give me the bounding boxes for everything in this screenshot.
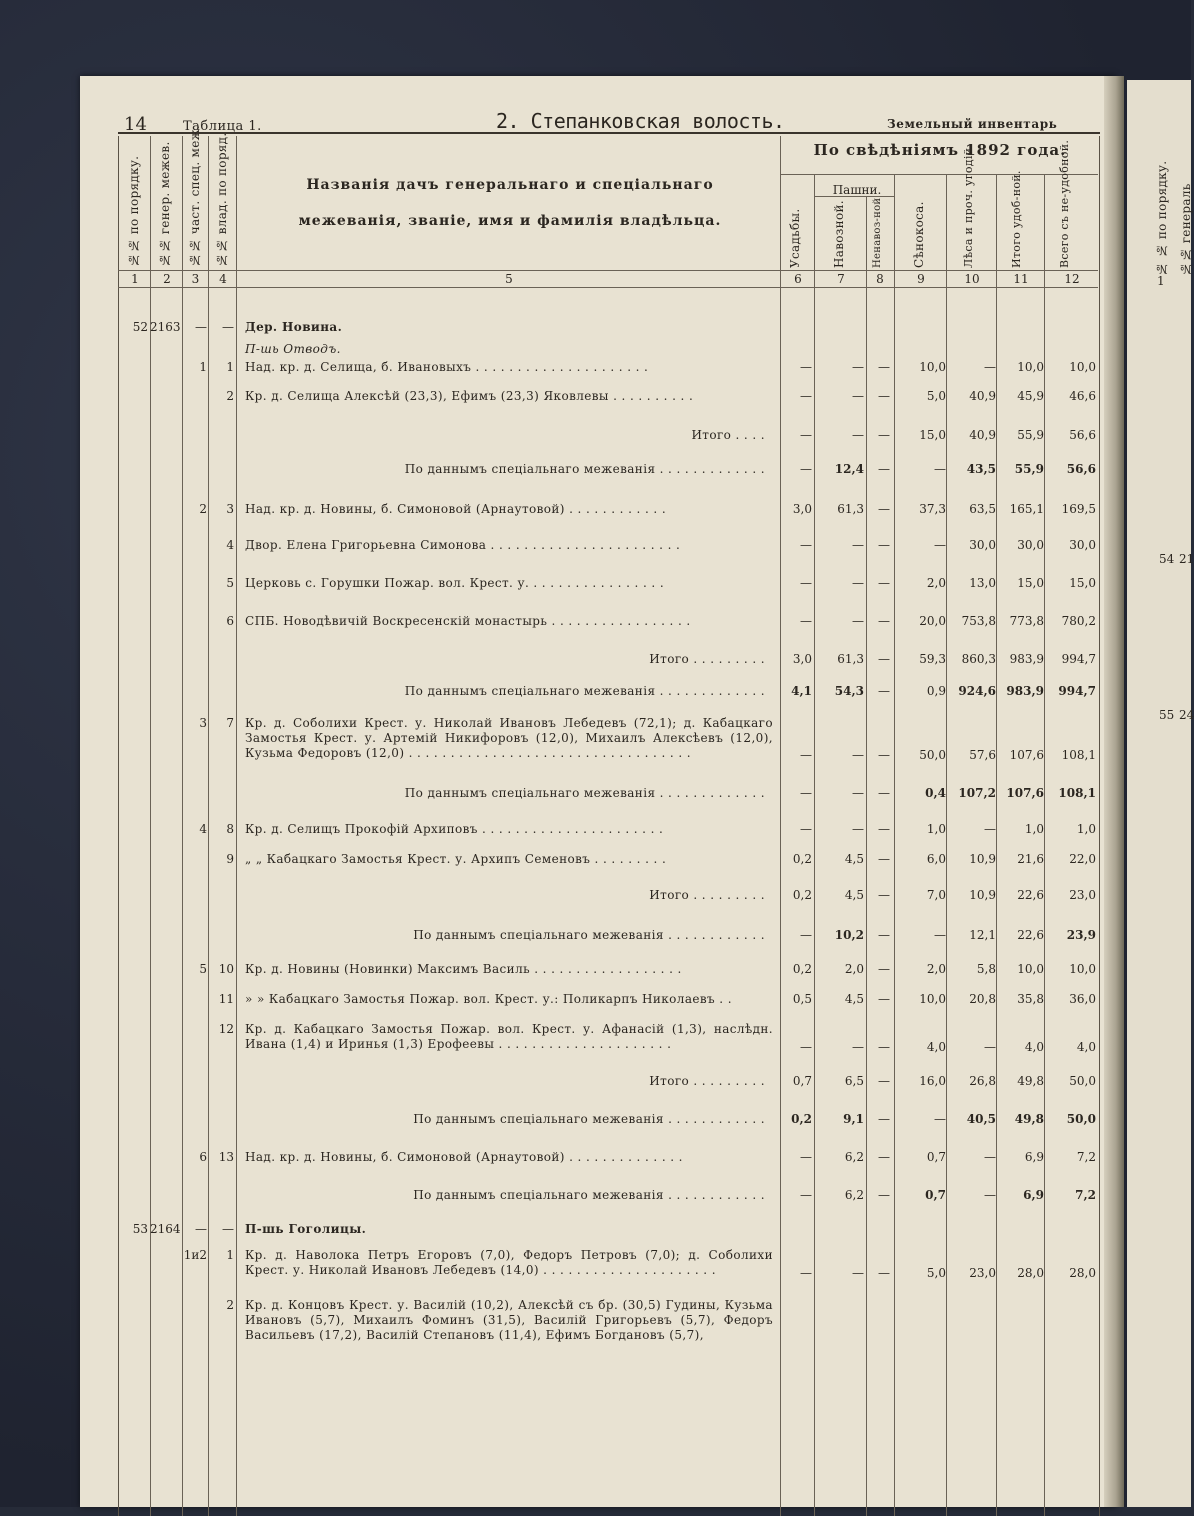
- row-value: —: [878, 652, 890, 666]
- row-description: Над. кр. д. Новины, б. Симоновой (Арнаутовой) . . . . . . . . . . . .: [245, 502, 667, 516]
- row-value: 59,3: [919, 652, 946, 666]
- row-value: 10,0: [1017, 360, 1044, 374]
- row-value: 23,0: [1069, 888, 1096, 902]
- table-row: [118, 1188, 1098, 1204]
- row-value: 753,8: [961, 614, 996, 628]
- row-value: 61,3: [837, 502, 864, 516]
- row-value: 4,1: [791, 684, 812, 698]
- row-value: 4,5: [844, 992, 864, 1006]
- right-row-b-c1: 55: [1159, 708, 1175, 722]
- row-value: —: [934, 538, 946, 552]
- row-value: —: [934, 928, 946, 942]
- row-value: 23,9: [1066, 928, 1096, 942]
- row-value: —: [878, 928, 890, 942]
- row-c3: 2: [199, 502, 207, 516]
- column-number: 8: [876, 272, 884, 286]
- row-value: 57,6: [969, 748, 996, 762]
- row-description: П-шь Гоголицы.: [245, 1222, 367, 1236]
- row-value: 2,0: [844, 962, 864, 976]
- row-c1: 52: [132, 320, 148, 334]
- table-label: Таблица 1.: [183, 119, 262, 134]
- row-value: 6,5: [844, 1074, 864, 1088]
- row-c3: —: [195, 1222, 207, 1236]
- row-value: 1,0: [1076, 822, 1096, 836]
- row-description: По даннымъ спеціальнаго межеванія . . . . . . . . . . . .: [413, 1188, 765, 1202]
- row-value: 10,2: [834, 928, 864, 942]
- table-row: [118, 389, 1098, 405]
- row-description: Итого . . . . . . . . .: [649, 888, 765, 902]
- row-value: 49,8: [1017, 1074, 1044, 1088]
- row-description: По даннымъ спеціальнаго межеванія . . . . . . . . . . . .: [413, 928, 765, 942]
- volost-title: 2. Степанковская волость.: [496, 109, 785, 133]
- column-number: 4: [219, 272, 227, 286]
- row-value: 16,0: [919, 1074, 946, 1088]
- row-value: —: [878, 576, 890, 590]
- row-value: 22,0: [1069, 852, 1096, 866]
- row-value: 20,0: [919, 614, 946, 628]
- row-value: 4,0: [926, 1040, 946, 1054]
- row-c4: 8: [226, 822, 234, 836]
- row-value: —: [878, 992, 890, 1006]
- row-description: Дер. Новина.: [245, 320, 343, 334]
- table-row: [118, 320, 1098, 336]
- col-number-rule: [118, 287, 1098, 288]
- column-number: 2: [163, 272, 171, 286]
- header-pashni: Пашни.: [832, 183, 882, 197]
- header-rule: [118, 132, 1100, 134]
- table-row: [118, 652, 1098, 668]
- row-value: 169,5: [1061, 502, 1096, 516]
- row-value: 0,2: [792, 962, 812, 976]
- table-row: [118, 1112, 1098, 1128]
- row-value: 108,1: [1061, 748, 1096, 762]
- row-value: —: [852, 1040, 864, 1054]
- row-description: Кр. д. Концовъ Крест. у. Василій (10,2), Алексѣй съ бр. (30,5) Гудины, Кузьма Ивановъ (5,7), Михаилъ Фоминъ (31,5), Василій Григорьевъ (5,7), Федоръ Васильевъ (17,2), Василій Степановъ (11,4), Ефимъ Богдановъ (5,7),: [245, 1298, 773, 1342]
- row-description: СПБ. Новодѣвичій Воскресенскій монастырь . . . . . . . . . . . . . . . . .: [245, 614, 691, 628]
- row-value: 983,9: [1006, 684, 1044, 698]
- row-value: 63,5: [969, 502, 996, 516]
- right-col-num: 1: [1157, 274, 1165, 288]
- column-number: 10: [964, 272, 980, 286]
- row-description: По даннымъ спеціальнаго межеванія . . . . . . . . . . . . .: [404, 462, 765, 476]
- row-value: 6,2: [844, 1150, 864, 1164]
- row-value: 36,0: [1069, 992, 1096, 1006]
- row-c4: 4: [226, 538, 234, 552]
- row-value: 4,5: [844, 852, 864, 866]
- row-c4: 13: [218, 1150, 234, 1164]
- header-c1: №№ по порядку.: [127, 155, 141, 267]
- row-value: —: [878, 428, 890, 442]
- row-value: 56,6: [1066, 462, 1096, 476]
- row-description: Итого . . . . . . . . .: [649, 652, 765, 666]
- row-c4: 10: [218, 962, 234, 976]
- row-value: 10,0: [919, 360, 946, 374]
- right-row-a-c1: 54: [1159, 552, 1175, 566]
- row-c4: 3: [226, 502, 234, 516]
- row-value: 30,0: [1069, 538, 1096, 552]
- right-row-b-c2: 24: [1179, 708, 1194, 722]
- row-value: 0,9: [926, 684, 946, 698]
- row-value: 5,8: [976, 962, 996, 976]
- table-row: [118, 852, 1098, 868]
- row-value: —: [800, 1150, 812, 1164]
- header-c3: №№ част. спец. меж.: [188, 124, 202, 267]
- row-value: 5,0: [926, 389, 946, 403]
- table-row: [118, 1248, 1098, 1282]
- row-value: 15,0: [919, 428, 946, 442]
- row-value: —: [852, 786, 864, 800]
- row-value: 28,0: [1069, 1266, 1096, 1280]
- table-row: [118, 360, 1098, 376]
- row-c4: 7: [226, 716, 234, 730]
- row-value: —: [852, 576, 864, 590]
- row-c3: 4: [199, 822, 207, 836]
- row-value: 7,0: [926, 888, 946, 902]
- row-value: —: [984, 1188, 996, 1202]
- row-value: —: [878, 962, 890, 976]
- column-number: 1: [131, 272, 139, 286]
- table-row: [118, 1074, 1098, 1090]
- row-c4: 6: [226, 614, 234, 628]
- row-value: 983,9: [1009, 652, 1044, 666]
- column-number: 9: [917, 272, 925, 286]
- row-value: —: [852, 538, 864, 552]
- book-gutter: [1104, 76, 1124, 1507]
- row-value: —: [800, 428, 812, 442]
- right-page-edge: [1127, 80, 1194, 1507]
- row-value: —: [984, 360, 996, 374]
- row-value: 107,6: [1006, 786, 1044, 800]
- row-value: —: [878, 614, 890, 628]
- row-value: —: [878, 360, 890, 374]
- header-c12: Всего съ не-удобной.: [1058, 139, 1071, 268]
- row-c4: 2: [226, 389, 234, 403]
- row-value: 0,7: [925, 1188, 946, 1202]
- row-value: 50,0: [1069, 1074, 1096, 1088]
- row-value: 15,0: [1069, 576, 1096, 590]
- row-value: 50,0: [919, 748, 946, 762]
- header-svedeniya: По свѣдѣніямъ 1892 года.: [813, 141, 1067, 159]
- row-value: 10,0: [1069, 360, 1096, 374]
- row-value: 20,8: [969, 992, 996, 1006]
- header-title-line2: межеванія, званіе, имя и фамилія владѣльца.: [298, 213, 722, 229]
- row-value: 4,5: [844, 888, 864, 902]
- row-description: Кр. д. Соболихи Крест. у. Николай Ивановъ Лебедевъ (72,1); д. Кабацкаго Замостья Крест. у. Артемій Никифоровъ (12,0), Михаилъ Алексѣевъ (12,0), Кузьма Федоровъ (12,0) . . . . . . . . . . . . . . . . . . . . . . . . . . . . . . . . . .: [245, 716, 773, 760]
- row-value: —: [852, 614, 864, 628]
- row-value: —: [934, 1112, 946, 1126]
- table-row: [118, 462, 1098, 478]
- row-value: 107,2: [958, 786, 996, 800]
- row-value: 40,5: [966, 1112, 996, 1126]
- row-value: 45,9: [1017, 389, 1044, 403]
- header-bottom-rule: [118, 270, 1098, 271]
- row-value: 10,0: [1069, 962, 1096, 976]
- row-value: —: [878, 1074, 890, 1088]
- table-row: [118, 1022, 1098, 1056]
- table-row: [118, 888, 1098, 904]
- row-value: 3,0: [792, 652, 812, 666]
- row-c3: 6: [199, 1150, 207, 1164]
- row-description: Церковь с. Горушки Пожар. вол. Крест. у. . . . . . . . . . . . . . . . .: [245, 576, 665, 590]
- table-row: [118, 538, 1098, 554]
- row-description: Итого . . . .: [691, 428, 765, 442]
- row-value: —: [934, 462, 946, 476]
- row-value: 54,3: [834, 684, 864, 698]
- table-row: [118, 928, 1098, 944]
- row-value: —: [878, 852, 890, 866]
- row-value: —: [800, 1188, 812, 1202]
- row-value: 13,0: [969, 576, 996, 590]
- row-c3: —: [195, 320, 207, 334]
- row-value: —: [878, 786, 890, 800]
- row-value: 1,0: [926, 822, 946, 836]
- row-value: 10,9: [969, 852, 996, 866]
- row-value: 860,3: [961, 652, 996, 666]
- row-c4: 9: [226, 852, 234, 866]
- row-value: 0,7: [926, 1150, 946, 1164]
- header-title-line1: Названія дачъ генеральнаго и спеціальнаго: [306, 177, 714, 193]
- row-description: По даннымъ спеціальнаго межеванія . . . . . . . . . . . . .: [404, 786, 765, 800]
- row-value: —: [878, 389, 890, 403]
- row-value: 773,8: [1009, 614, 1044, 628]
- row-value: —: [800, 614, 812, 628]
- row-value: 108,1: [1058, 786, 1096, 800]
- row-value: 12,1: [969, 928, 996, 942]
- row-c3: 3: [199, 716, 207, 730]
- row-value: 994,7: [1058, 684, 1096, 698]
- row-value: —: [800, 1040, 812, 1054]
- row-value: —: [984, 822, 996, 836]
- table-row: [118, 684, 1098, 700]
- row-value: 56,6: [1069, 428, 1096, 442]
- right-header-c1: № № по порядку.: [1155, 160, 1169, 276]
- section-title: Земельный инвентарь: [887, 117, 1058, 131]
- row-value: —: [800, 928, 812, 942]
- row-description: Над. кр. д. Селища, б. Ивановыхъ . . . . . . . . . . . . . . . . . . . . .: [245, 360, 649, 374]
- row-c4: 11: [218, 992, 234, 1006]
- row-value: —: [878, 822, 890, 836]
- table-row: [118, 1298, 1098, 1346]
- row-value: 15,0: [1017, 576, 1044, 590]
- row-c4: 1: [226, 1248, 234, 1262]
- row-value: 28,0: [1017, 1266, 1044, 1280]
- row-description: По даннымъ спеціальнаго межеванія . . . . . . . . . . . . .: [404, 684, 765, 698]
- row-description: По даннымъ спеціальнаго межеванія . . . . . . . . . . . .: [413, 1112, 765, 1126]
- row-value: 994,7: [1061, 652, 1096, 666]
- row-value: 0,2: [792, 852, 812, 866]
- row-value: 26,8: [969, 1074, 996, 1088]
- row-value: 55,9: [1017, 428, 1044, 442]
- row-value: 0,7: [792, 1074, 812, 1088]
- row-value: —: [800, 576, 812, 590]
- row-value: 10,0: [919, 992, 946, 1006]
- column-number: 7: [837, 272, 845, 286]
- right-row-a-c2: 21: [1179, 552, 1194, 566]
- row-c4: 2: [226, 1298, 234, 1312]
- row-value: —: [878, 1188, 890, 1202]
- row-value: —: [852, 428, 864, 442]
- column-number: 12: [1064, 272, 1080, 286]
- table-row: [118, 502, 1098, 518]
- row-value: —: [878, 888, 890, 902]
- row-value: —: [878, 1040, 890, 1054]
- row-value: —: [878, 462, 890, 476]
- row-value: 0,4: [925, 786, 946, 800]
- row-value: —: [878, 538, 890, 552]
- row-value: 7,2: [1075, 1188, 1096, 1202]
- row-value: —: [800, 389, 812, 403]
- row-c4: —: [222, 1222, 234, 1236]
- row-c4: 5: [226, 576, 234, 590]
- row-value: 0,2: [791, 1112, 812, 1126]
- header-c7: Навозной.: [832, 200, 846, 268]
- row-value: 7,2: [1076, 1150, 1096, 1164]
- row-value: 0,2: [792, 888, 812, 902]
- header-c11: Итого удоб-ной.: [1010, 170, 1023, 268]
- column-number: 6: [794, 272, 802, 286]
- row-description: Итого . . . . . . . . .: [649, 1074, 765, 1088]
- row-value: 46,6: [1069, 389, 1096, 403]
- row-value: 1,0: [1024, 822, 1044, 836]
- row-value: —: [984, 1150, 996, 1164]
- row-description: Над. кр. д. Новины, б. Симоновой (Арнаутовой) . . . . . . . . . . . . . .: [245, 1150, 683, 1164]
- table-row: [118, 614, 1098, 630]
- row-value: 5,0: [926, 1266, 946, 1280]
- row-c2: 2164: [150, 1222, 181, 1236]
- row-c4: 12: [218, 1022, 234, 1036]
- row-description: Кр. д. Наволока Петръ Егоровъ (7,0), Федоръ Петровъ (7,0); д. Соболихи Крест. у. Николай Ивановъ Лебедевъ (14,0) . . . . . . . . . . . . . . . . . . . . .: [245, 1248, 773, 1277]
- table-row: [118, 576, 1098, 592]
- row-value: 9,1: [843, 1112, 864, 1126]
- header-c10: Лѣса и проч. угодій.: [962, 143, 975, 268]
- table-row: [118, 1222, 1098, 1238]
- table-row: [118, 716, 1098, 764]
- row-value: —: [878, 1266, 890, 1280]
- row-value: 43,5: [966, 462, 996, 476]
- row-c3: 1: [199, 360, 207, 374]
- row-description: Кр. д. Селища Алексѣй (23,3), Ефимъ (23,3) Яковлевы . . . . . . . . . .: [245, 389, 694, 403]
- row-value: 40,9: [969, 389, 996, 403]
- row-value: —: [878, 1150, 890, 1164]
- row-value: 924,6: [958, 684, 996, 698]
- row-value: 6,0: [926, 852, 946, 866]
- row-c4: —: [222, 320, 234, 334]
- row-c3: 5: [199, 962, 207, 976]
- header-c8: Ненавоз-ной: [872, 197, 883, 268]
- row-value: 30,0: [969, 538, 996, 552]
- row-value: —: [800, 360, 812, 374]
- table-row: [118, 342, 1098, 358]
- row-value: —: [984, 1040, 996, 1054]
- table-row: [118, 822, 1098, 838]
- row-value: 21,6: [1017, 852, 1044, 866]
- row-value: —: [878, 684, 890, 698]
- row-value: 12,4: [834, 462, 864, 476]
- page-number: 14: [124, 114, 147, 135]
- header-c2: №№ генер. межев.: [158, 141, 172, 267]
- row-value: 6,2: [844, 1188, 864, 1202]
- row-value: 107,6: [1009, 748, 1044, 762]
- row-value: 35,8: [1017, 992, 1044, 1006]
- column-number: 5: [505, 272, 513, 286]
- row-value: —: [852, 822, 864, 836]
- row-value: —: [878, 502, 890, 516]
- header-c6: Усадьбы.: [788, 208, 802, 268]
- row-value: 23,0: [969, 1266, 996, 1280]
- row-value: 6,9: [1023, 1188, 1044, 1202]
- row-value: 50,0: [1066, 1112, 1096, 1126]
- row-value: 10,9: [969, 888, 996, 902]
- row-value: 55,9: [1014, 462, 1044, 476]
- row-value: 37,3: [919, 502, 946, 516]
- header-c9: Сѣнокоса.: [912, 201, 926, 268]
- row-description: „ „ Кабацкаго Замостья Крест. у. Архипъ Семеновъ . . . . . . . . .: [245, 852, 667, 866]
- row-value: 30,0: [1017, 538, 1044, 552]
- row-value: 6,9: [1024, 1150, 1044, 1164]
- row-c2: 2163: [150, 320, 181, 334]
- column-number: 3: [191, 272, 200, 286]
- row-c1: 53: [132, 1222, 148, 1236]
- row-value: —: [852, 1266, 864, 1280]
- table-row: [118, 428, 1098, 444]
- table-row: [118, 962, 1098, 978]
- svedeniya-rule: [780, 174, 1098, 175]
- row-description: Кр. д. Кабацкаго Замостья Пожар. вол. Крест. у. Афанасій (1,3), наслѣдн. Ивана (1,4) и Иринья (1,3) Ерофеевы . . . . . . . . . . . . . . . . . . . . .: [245, 1022, 773, 1051]
- row-value: 2,0: [926, 576, 946, 590]
- row-description: » » Кабацкаго Замостья Пожар. вол. Крест. у.: Поликарпъ Николаевъ . .: [245, 992, 732, 1006]
- row-value: 165,1: [1009, 502, 1044, 516]
- column-number: 11: [1013, 272, 1029, 286]
- row-value: —: [852, 748, 864, 762]
- row-description: Кр. д. Новины (Новинки) Максимъ Василь . . . . . . . . . . . . . . . . . .: [245, 962, 682, 976]
- row-value: —: [800, 748, 812, 762]
- row-value: 780,2: [1061, 614, 1096, 628]
- row-value: 40,9: [969, 428, 996, 442]
- row-description: П-шь Отводъ.: [245, 342, 341, 356]
- row-value: 2,0: [926, 962, 946, 976]
- row-value: —: [800, 822, 812, 836]
- row-value: 22,6: [1017, 928, 1044, 942]
- row-value: 10,0: [1017, 962, 1044, 976]
- row-value: —: [800, 538, 812, 552]
- row-c4: 1: [226, 360, 234, 374]
- header-c4: №№ влад. по поряд.: [215, 132, 229, 267]
- row-description: Двор. Елена Григорьевна Симонова . . . . . . . . . . . . . . . . . . . . . . .: [245, 538, 681, 552]
- row-value: —: [878, 748, 890, 762]
- row-value: 49,8: [1014, 1112, 1044, 1126]
- row-value: —: [800, 462, 812, 476]
- row-value: —: [878, 1112, 890, 1126]
- row-value: —: [852, 360, 864, 374]
- row-value: 3,0: [792, 502, 812, 516]
- row-value: 4,0: [1024, 1040, 1044, 1054]
- row-c3: 1и2: [183, 1248, 207, 1262]
- row-description: Кр. д. Селищъ Прокофій Архиповъ . . . . . . . . . . . . . . . . . . . . . .: [245, 822, 664, 836]
- row-value: —: [800, 786, 812, 800]
- row-value: 4,0: [1076, 1040, 1096, 1054]
- right-header-c2: №№ генераль: [1179, 183, 1193, 276]
- row-value: 22,6: [1017, 888, 1044, 902]
- table-row: [118, 1150, 1098, 1166]
- row-value: 61,3: [837, 652, 864, 666]
- table-row: [118, 786, 1098, 802]
- table-row: [118, 992, 1098, 1008]
- row-value: 0,5: [792, 992, 812, 1006]
- row-value: —: [852, 389, 864, 403]
- row-value: —: [800, 1266, 812, 1280]
